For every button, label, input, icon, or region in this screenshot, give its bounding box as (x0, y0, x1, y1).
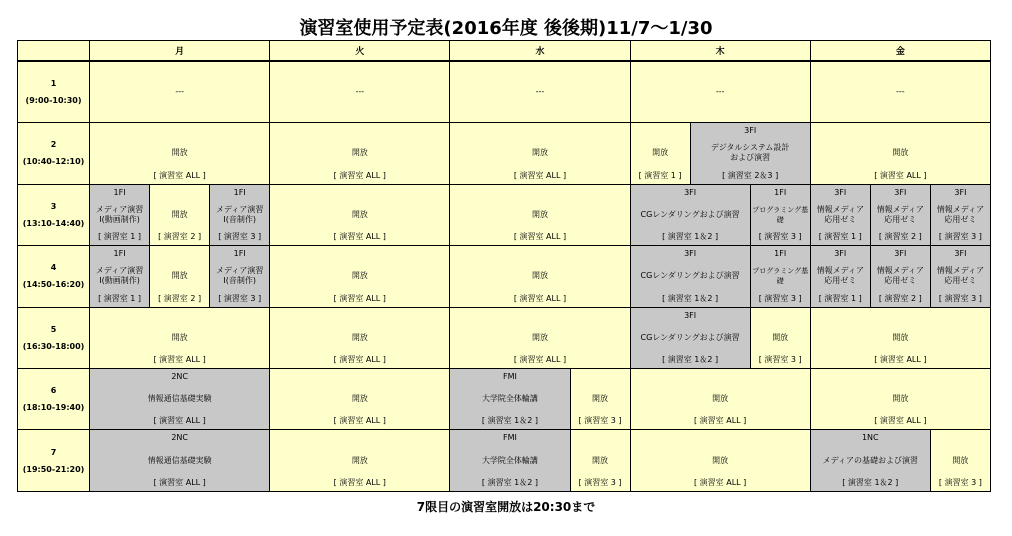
day-header-mon: 月 (90, 41, 270, 62)
period-row-3 (18, 184, 991, 245)
slot-cell: 開放 [ 演習室 ALL ] (270, 184, 450, 245)
class-cell: 1FI メディア演習 I(動画制作) [ 演習室 1 ] (90, 184, 150, 245)
class-cell: 3FI CGレンダリングおよび演習 [ 演習室 1＆2 ] (630, 307, 750, 368)
class-cell: 3FI 情報メディア 応用ゼミ [ 演習室 3 ] (930, 246, 990, 307)
period-row-1 (18, 61, 991, 122)
class-cell: 3FI 情報メディア 応用ゼミ [ 演習室 3 ] (930, 184, 990, 245)
slot-cell: 開放 [ 演習室 ALL ] (270, 430, 450, 492)
slot-cell: 開放 [ 演習室 ALL ] (270, 307, 450, 368)
period-label: 2 (10:40-12:10) (18, 123, 90, 184)
slot-cell: 開放 [ 演習室 ALL ] (90, 307, 270, 368)
header-row (18, 41, 991, 62)
slot-cell: 開放 [ 演習室 ALL ] (450, 307, 630, 368)
class-cell: 1FI メディア演習 I(動画制作) [ 演習室 1 ] (90, 246, 150, 307)
slot-cell: 開放 [ 演習室 ALL ] (270, 369, 450, 430)
slot-cell: --- (270, 61, 450, 122)
slot-cell: 開放 [ 演習室 3 ] (570, 430, 630, 492)
slot-cell: 開放 [ 演習室 ALL ] (810, 307, 990, 368)
day-header-wed: 水 (450, 41, 630, 62)
period-label: 3 (13:10-14:40) (18, 184, 90, 245)
class-cell: 3FI 情報メディア 応用ゼミ [ 演習室 2 ] (870, 246, 930, 307)
slot-cell: 開放 [ 演習室 ALL ] (90, 123, 270, 184)
slot-cell: 開放 [ 演習室 ALL ] (270, 246, 450, 307)
period-row-4 (18, 246, 991, 307)
schedule-table (17, 40, 991, 492)
period-label: 6 (18:10-19:40) (18, 369, 90, 430)
slot-cell: 開放 [ 演習室 1 ] (630, 123, 690, 184)
slot-cell: --- (810, 61, 990, 122)
class-cell: 3FI デジタルシステム設計 および演習 [ 演習室 2＆3 ] (690, 123, 810, 184)
class-cell: 3FI CGレンダリングおよび演習 [ 演習室 1＆2 ] (630, 246, 750, 307)
class-cell: FMI 大学院全体輪講 [ 演習室 1＆2 ] (450, 430, 570, 492)
slot-cell: 開放 [ 演習室 ALL ] (450, 123, 630, 184)
day-header-fri: 金 (810, 41, 990, 62)
period-row-2 (18, 123, 991, 184)
slot-cell: --- (450, 61, 630, 122)
page-title: 演習室使用予定表(2016年度 後後期)11/7〜1/30 (299, 18, 713, 39)
slot-cell: 開放 [ 演習室 ALL ] (450, 246, 630, 307)
class-cell: 1FI プログラミング基 礎 [ 演習室 3 ] (750, 246, 810, 307)
slot-cell: 開放 [ 演習室 2 ] (150, 184, 210, 245)
class-cell: 3FI 情報メディア 応用ゼミ [ 演習室 1 ] (810, 246, 870, 307)
slot-cell: 開放 [ 演習室 ALL ] (630, 369, 810, 430)
slot-cell: --- (630, 61, 810, 122)
class-cell: 1FI メディア演習 I(音制作) [ 演習室 3 ] (210, 184, 270, 245)
day-header-thu: 木 (630, 41, 810, 62)
slot-cell: 開放 [ 演習室 ALL ] (270, 123, 450, 184)
class-cell: FMI 大学院全体輪講 [ 演習室 1＆2 ] (450, 369, 570, 430)
period-label: 5 (16:30-18:00) (18, 307, 90, 368)
class-cell: 1FI メディア演習 I(音制作) [ 演習室 3 ] (210, 246, 270, 307)
corner-cell (18, 41, 90, 62)
period-label: 7 (19:50-21:20) (18, 430, 90, 492)
slot-cell: --- (90, 61, 270, 122)
day-header-tue: 火 (270, 41, 450, 62)
slot-cell: 開放 [ 演習室 2 ] (150, 246, 210, 307)
class-cell: 2NC 情報通信基礎実験 [ 演習室 ALL ] (90, 369, 270, 430)
period-row-5 (18, 307, 991, 368)
class-cell: 3FI 情報メディア 応用ゼミ [ 演習室 1 ] (810, 184, 870, 245)
slot-cell: 開放 [ 演習室 3 ] (570, 369, 630, 430)
class-cell: 1FI プログラミング基 礎 [ 演習室 3 ] (750, 184, 810, 245)
slot-cell: 開放 [ 演習室 ALL ] (810, 369, 990, 430)
class-cell: 1NC メディアの基礎および演習 [ 演習室 1＆2 ] (810, 430, 930, 492)
class-cell: 3FI CGレンダリングおよび演習 [ 演習室 1＆2 ] (630, 184, 750, 245)
class-cell: 2NC 情報通信基礎実験 [ 演習室 ALL ] (90, 430, 270, 492)
slot-cell: 開放 [ 演習室 ALL ] (450, 184, 630, 245)
period-row-7 (18, 430, 991, 492)
slot-cell: 開放 [ 演習室 ALL ] (630, 430, 810, 492)
period-label: 4 (14:50-16:20) (18, 246, 90, 307)
period-row-6 (18, 369, 991, 430)
period-label: 1 (9:00-10:30) (18, 61, 90, 122)
footer-note: 7限目の演習室開放は20:30まで (416, 500, 596, 514)
slot-cell: 開放 [ 演習室 3 ] (930, 430, 990, 492)
slot-cell: 開放 [ 演習室 3 ] (750, 307, 810, 368)
class-cell: 3FI 情報メディア 応用ゼミ [ 演習室 2 ] (870, 184, 930, 245)
slot-cell: 開放 [ 演習室 ALL ] (810, 123, 990, 184)
